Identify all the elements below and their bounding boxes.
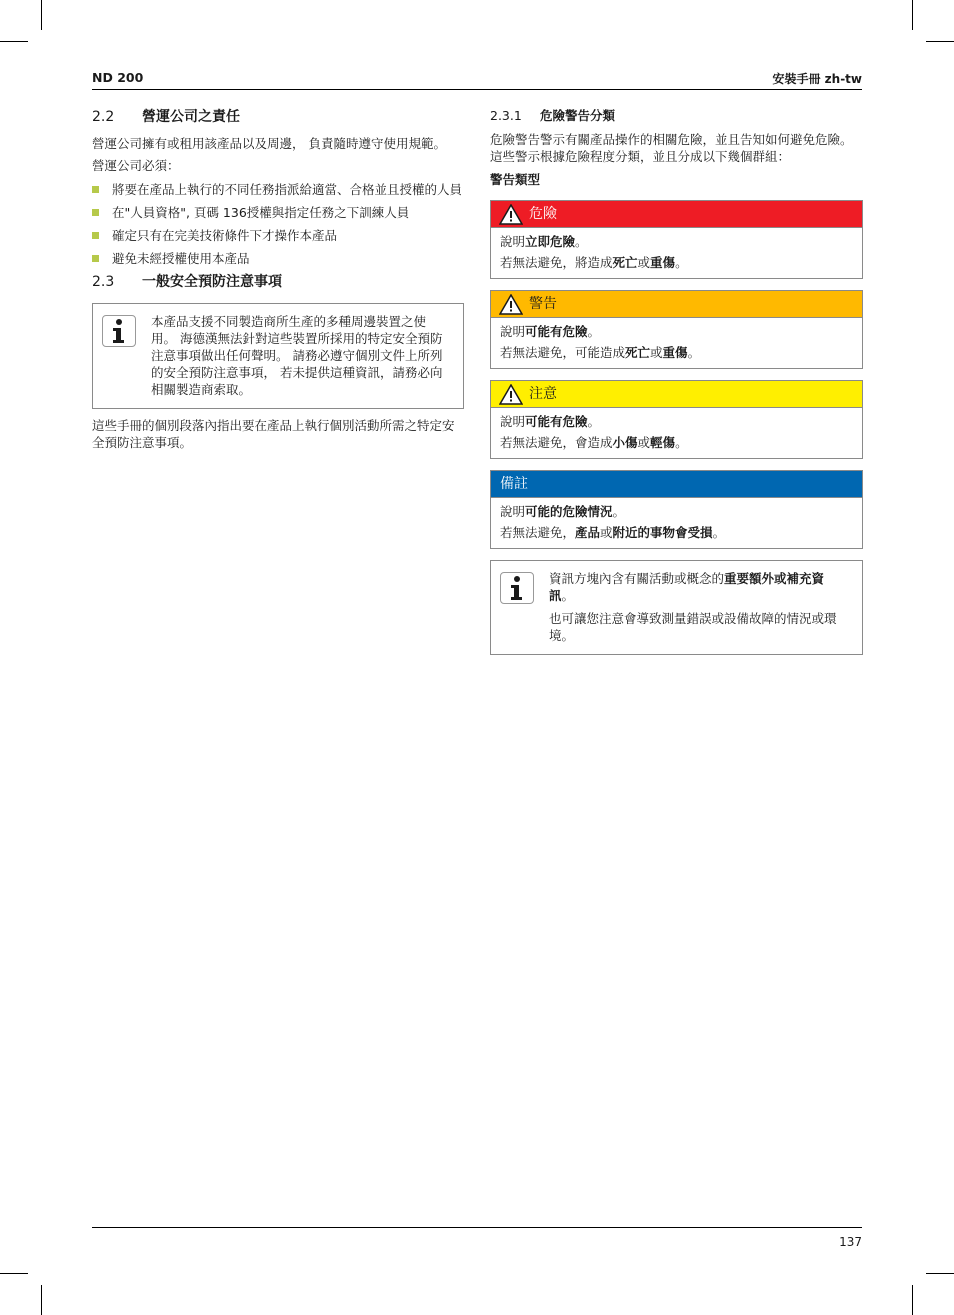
- warning-triangle-icon: [495, 383, 529, 405]
- danger-box: [490, 200, 863, 279]
- text: 說明: [500, 414, 526, 429]
- text: 說明: [500, 324, 526, 339]
- right-column: [490, 108, 863, 655]
- warning-body: [491, 318, 862, 368]
- text: 。: [612, 504, 626, 519]
- text: 。: [561, 588, 575, 603]
- info-box: [490, 560, 863, 655]
- text: 若無法避免，: [500, 525, 576, 540]
- warning-line-2: [500, 344, 853, 361]
- section-title: 一般安全預防注意事項: [142, 274, 282, 290]
- section-number: 2.3.1: [490, 108, 522, 123]
- list-item: 避免未經授權使用本產品: [92, 250, 464, 267]
- warning-types-label: 警告類型: [490, 172, 541, 187]
- text: 重傷: [662, 345, 688, 360]
- note-box: [490, 470, 863, 549]
- section-number: 2.3: [92, 274, 115, 290]
- text: 或: [650, 345, 663, 360]
- caution-body: [491, 408, 862, 458]
- note-body: [491, 498, 862, 548]
- text: 立即危險: [525, 234, 576, 249]
- crop-mark: [41, 0, 42, 30]
- text: 重要額外或補充資訊: [549, 571, 825, 603]
- text: 可能有危險: [525, 414, 588, 429]
- info-line-2: 也可讓您注意會導致測量錯誤或設備故障的情況或環境。: [549, 611, 837, 643]
- info-icon: [102, 315, 136, 347]
- section-title: 營運公司之責任: [142, 109, 240, 125]
- list-item: 將要在產品上執行的不同任務指派給適當、合格並且授權的人員: [92, 181, 464, 198]
- warning-bar: [491, 291, 862, 318]
- page-number: 137: [839, 1235, 862, 1249]
- crop-mark: [912, 1285, 913, 1315]
- warning-label: 警告: [529, 295, 557, 312]
- caution-line-2: [500, 434, 853, 451]
- crop-mark: [926, 1273, 954, 1274]
- section-heading-2-3: [92, 273, 464, 291]
- crop-mark: [0, 1273, 28, 1274]
- text: 產品: [575, 525, 601, 540]
- note-label: 備註: [500, 475, 528, 492]
- text: 若無法避免，可能造成: [500, 345, 626, 360]
- text: 小傷: [612, 435, 638, 450]
- left-column: [92, 108, 464, 451]
- text: 輕傷: [650, 435, 676, 450]
- crop-mark: [0, 41, 28, 42]
- model-name: ND 200: [92, 70, 144, 85]
- text: 或: [600, 525, 613, 540]
- list-item: 在"人員資格", 頁碼 136授權與指定任務之下訓練人員: [92, 204, 464, 221]
- page-header: [92, 68, 862, 90]
- text: 。: [587, 414, 601, 429]
- text: 若無法避免，會造成: [500, 435, 613, 450]
- text: 若無法避免，將造成: [500, 255, 613, 270]
- text: 。: [575, 234, 588, 249]
- danger-line-1: [500, 233, 853, 250]
- info-text: 本產品支援不同製造商所生產的多種周邊裝置之使用。 海德漢無法針對這些裝置所採用的特定安全預防注意事項做出任何聲明。 請務必遵守個別文件上所列的安全預防注意事項， 若未提供這種資訊，請務必向相關製造商索取。: [151, 314, 443, 397]
- note-line-2: [500, 524, 853, 541]
- crop-mark: [41, 1285, 42, 1315]
- danger-body: [491, 228, 862, 278]
- paragraph: 這些手冊的個別段落內指出要在產品上執行個別活動所需之特定安全預防注意事項。: [92, 418, 455, 450]
- section-number: 2.2: [92, 109, 115, 125]
- paragraph: 危險警告警示有關產品操作的相關危險，並且告知如何避免危險。 這些警示根據危險程度分類，並且分成以下幾個群組：: [490, 132, 853, 164]
- section-title: 危險警告分類: [540, 108, 616, 123]
- text: 或: [637, 255, 651, 270]
- warning-triangle-icon: [495, 203, 529, 225]
- section-heading-2-2: [92, 108, 464, 126]
- caution-label: 注意: [529, 385, 557, 402]
- footer-rule: [92, 1227, 862, 1228]
- text: 可能有危險: [525, 324, 588, 339]
- text: 。: [675, 435, 688, 450]
- danger-bar: [491, 201, 862, 228]
- text: 。: [687, 345, 701, 360]
- warning-triangle-icon: [495, 293, 529, 315]
- text: 重傷: [650, 255, 676, 270]
- caution-box: [490, 380, 863, 459]
- text: 說明: [500, 504, 526, 519]
- note-line-1: [500, 503, 853, 520]
- text: 。: [675, 255, 688, 270]
- info-icon: [500, 572, 534, 604]
- text: 或: [637, 435, 651, 450]
- paragraph: 營運公司必須：: [92, 158, 180, 173]
- text: 。: [587, 324, 601, 339]
- text: 死亡: [625, 345, 651, 360]
- text: 。: [712, 525, 726, 540]
- warning-box: [490, 290, 863, 369]
- text: 附近的事物會受損: [612, 525, 713, 540]
- paragraph: 營運公司擁有或租用該產品以及周邊， 負責隨時遵守使用規範。: [92, 136, 446, 151]
- caution-line-1: [500, 413, 853, 430]
- manual-title: 安裝手冊 zh-tw: [772, 72, 862, 86]
- bullet-list: [92, 181, 464, 267]
- danger-label: 危險: [529, 205, 557, 222]
- section-heading-2-3-1: [490, 108, 863, 124]
- info-box: [92, 303, 464, 409]
- caution-bar: [491, 381, 862, 408]
- text: 可能的危險情況: [525, 504, 613, 519]
- crop-mark: [912, 0, 913, 30]
- list-item: 確定只有在完美技術條件下才操作本產品: [92, 227, 464, 244]
- crop-mark: [926, 41, 954, 42]
- info-line-1: [549, 570, 848, 604]
- danger-line-2: [500, 254, 853, 271]
- text: 資訊方塊內含有關活動或概念的: [549, 571, 725, 586]
- note-bar: [491, 471, 862, 498]
- text: 說明: [500, 234, 526, 249]
- warning-line-1: [500, 323, 853, 340]
- text: 死亡: [612, 255, 638, 270]
